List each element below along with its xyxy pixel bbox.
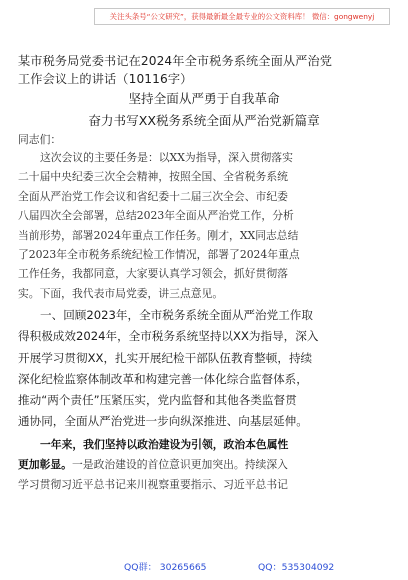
text-line: 八届四次全会部署，总结2023年全面从严治党工作，分析 bbox=[18, 209, 294, 223]
text-line: 全面从严治党工作会议和省纪委十二届三次全会、市纪委 bbox=[18, 189, 288, 203]
doc-headline-1: 坚持全面从严勇于自我革命 bbox=[128, 91, 280, 106]
text-line: 一、回顾2023年，全市税务系统全面从严治党工作取 bbox=[40, 308, 313, 323]
text-line: 工作任务，我都同意，大家要认真学习领会，抓好贯彻落 bbox=[18, 267, 288, 281]
paragraph-2 bbox=[18, 305, 390, 432]
text-line: 得积极成效2024年，全市税务系统坚持以XX为指导，深入 bbox=[18, 329, 319, 344]
text-line: 深化纪检监察体制改革和构建完善一体化综合监督体系， bbox=[18, 371, 308, 386]
text-line: 通协同，全面从严治党进一步向纵深推进、向基层延伸。 bbox=[18, 414, 308, 429]
text-line-bold: 一年来，我们坚持以政治建设为引领，政治本色属性 bbox=[40, 438, 289, 452]
document-body bbox=[18, 52, 390, 495]
footer-contacts bbox=[0, 559, 408, 573]
paragraph-1 bbox=[18, 148, 390, 303]
text-line bbox=[18, 455, 390, 475]
doc-headline-2: 奋力书写XX税务系统全面从严治党新篇章 bbox=[88, 113, 320, 128]
text-line: 学习贯彻习近平总书记来川视察重要指示、习近平总书记 bbox=[18, 478, 288, 492]
text-line: 这次会议的主要任务是：以XX为指导，深入贯彻落实 bbox=[40, 151, 293, 164]
doc-title-line-1: 某市税务局党委书记在2024年全市税务系统全面从严治党 bbox=[18, 54, 333, 68]
paragraph-3 bbox=[18, 435, 390, 495]
doc-title-line-2: 工作会议上的讲话（10116字） bbox=[18, 72, 193, 86]
salutation: 同志们： bbox=[18, 133, 62, 146]
text-line: 了2023年全市税务系统纪检工作情况，部署了2024年重点 bbox=[18, 248, 300, 262]
promo-banner: 关注头条号“公文研究”，获得最新最全最专业的公文资料库！ 微信：gongwenyj bbox=[94, 8, 390, 25]
text-run: 一是政治建设的首位意识更加突出。持续深入 bbox=[71, 458, 288, 472]
qq-group-text: QQ群： 30265665 bbox=[124, 562, 207, 573]
text-line: 当前形势，部署2024年重点工作任务。刚才，XX同志总结 bbox=[18, 228, 299, 242]
text-line: 实。下面，我代表市局党委，讲三点意见。 bbox=[18, 286, 224, 300]
text-line: 开展学习贯彻XX，扎实开展纪检干部队伍教育整顿，持续 bbox=[18, 350, 313, 365]
bold-phrase: 更加彰显。 bbox=[18, 458, 72, 472]
text-line: 推动“两个责任”压紧压实，党内监督和其他各类监督贯 bbox=[18, 393, 297, 408]
qq-contact-text: QQ：535304092 bbox=[258, 562, 335, 573]
text-line: 二十届中央纪委三次全会精神，按照全国、全省税务系统 bbox=[18, 170, 288, 184]
